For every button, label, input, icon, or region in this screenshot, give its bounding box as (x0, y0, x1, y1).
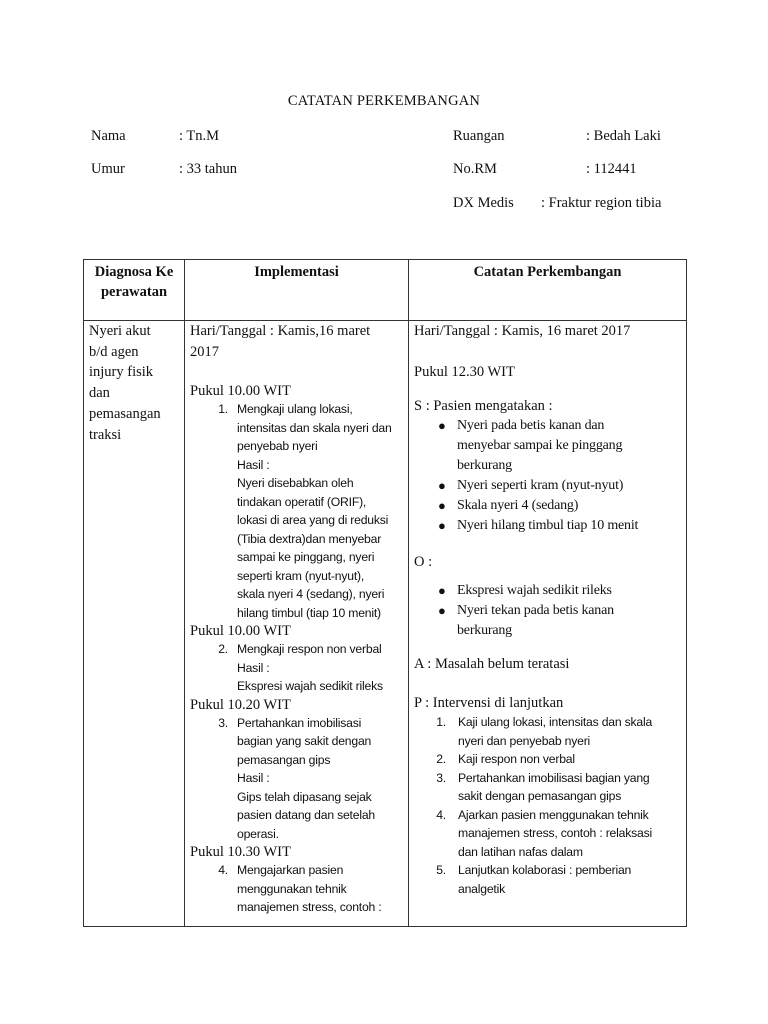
diagnosa-cell (84, 321, 185, 927)
s-item: ● Skala nyeri 4 (sedang) (438, 498, 579, 513)
impl-time: Pukul 10.00 WIT (190, 623, 291, 639)
s-item: ● Nyeri hilang timbul tiap 10 menit (438, 518, 639, 533)
impl-year: 2017 (190, 344, 219, 360)
diagnosa-line: b/d agen (89, 343, 139, 360)
s-item: ● Nyeri pada betis kanan dan menyebar sampai ke pinggang berkurang (438, 418, 623, 473)
norm-label: No.RM (453, 161, 497, 177)
ruangan-value: : Bedah Laki (586, 128, 661, 144)
impl-item: 1. Mengkaji ulang lokasi, intensitas dan skala nyeri dan penyebab nyeri Hasil : Nyeri disebabkan oleh tindakan operatif (ORIF), lokasi di area yang di reduksi (Tibia dextra)dan menyebar sampai ke pinggang, nyeri seperti kram (nyut-nyut), skala nyeri 4 (sedang), nyeri hilang timbul (tiap 10 menit) (218, 402, 392, 620)
diagnosa-line: pemasangan (89, 405, 161, 422)
impl-date: Hari/Tanggal : Kamis,16 maret (190, 323, 371, 339)
ruangan-label: Ruangan (453, 128, 505, 144)
norm-value: : 112441 (586, 161, 637, 177)
implementasi-cell (185, 321, 409, 927)
umur-label: Umur (91, 161, 125, 177)
p-item: 2. Kaji respon non verbal (436, 752, 575, 766)
header-diagnosa-text: Diagnosa Keperawatan (94, 264, 174, 300)
p-item: 5. Lanjutkan kolaborasi : pemberian analgetik (436, 863, 632, 896)
catatan-date: Hari/Tanggal : Kamis, 16 maret 2017 (414, 323, 631, 339)
p-item: 1. Kaji ulang lokasi, intensitas dan skala nyeri dan penyebab nyeri (436, 715, 653, 748)
impl-time: Pukul 10.00 WIT (190, 383, 291, 399)
a-text: A : Masalah belum teratasi (414, 656, 570, 672)
nama-label: Nama (91, 128, 126, 144)
p-item: 4. Ajarkan pasien menggunakan tehnik manajemen stress, contoh : relaksasi dan latihan nafas dalam (436, 807, 652, 859)
diagnosa-line: injury fisik (89, 364, 154, 381)
diagnosa-line: dan (89, 385, 110, 402)
dx-label: DX Medis (453, 195, 514, 211)
impl-item: 2. Mengkaji respon non verbal Hasil : Ekspresi wajah sedikit rileks (218, 642, 383, 693)
umur-value: : 33 tahun (179, 161, 237, 177)
header-catatan: Catatan Perkembangan (409, 260, 687, 321)
s-label: S : Pasien mengatakan : (414, 398, 553, 414)
p-label: P : Intervensi di lanjutkan (414, 695, 564, 711)
o-item: ● Nyeri tekan pada betis kanan berkurang (438, 603, 614, 638)
header-implementasi: Implementasi (185, 260, 409, 321)
impl-item: 3. Pertahankan imobilisasi bagian yang sakit dengan pemasangan gips Hasil : Gips telah dipasang sejak pasien datang dan setelah operasi. (218, 715, 375, 841)
impl-time: Pukul 10.30 WIT (190, 844, 291, 860)
o-item: ● Ekspresi wajah sedikit rileks (438, 583, 612, 598)
catatan-cell (409, 321, 687, 927)
header-diagnosa (84, 260, 185, 321)
nama-value: : Tn.M (179, 128, 220, 144)
impl-time: Pukul 10.20 WIT (190, 696, 291, 713)
dx-value: : Fraktur region tibia (541, 195, 662, 211)
catatan-time: Pukul 12.30 WIT (414, 364, 515, 380)
p-item: 3. Pertahankan imobilisasi bagian yang sakit dengan pemasangan gips (436, 770, 650, 803)
progress-table (83, 259, 687, 927)
o-label: O : (414, 554, 433, 570)
page-title: CATATAN PERKEMBANGAN (287, 93, 481, 109)
diagnosa-line: Nyeri akut (89, 323, 151, 339)
s-item: ● Nyeri seperti kram (nyut-nyut) (438, 478, 624, 493)
impl-item: 4. Mengajarkan pasien menggunakan tehnik manajemen stress, contoh : (218, 863, 382, 914)
diagnosa-line: traksi (89, 426, 122, 443)
